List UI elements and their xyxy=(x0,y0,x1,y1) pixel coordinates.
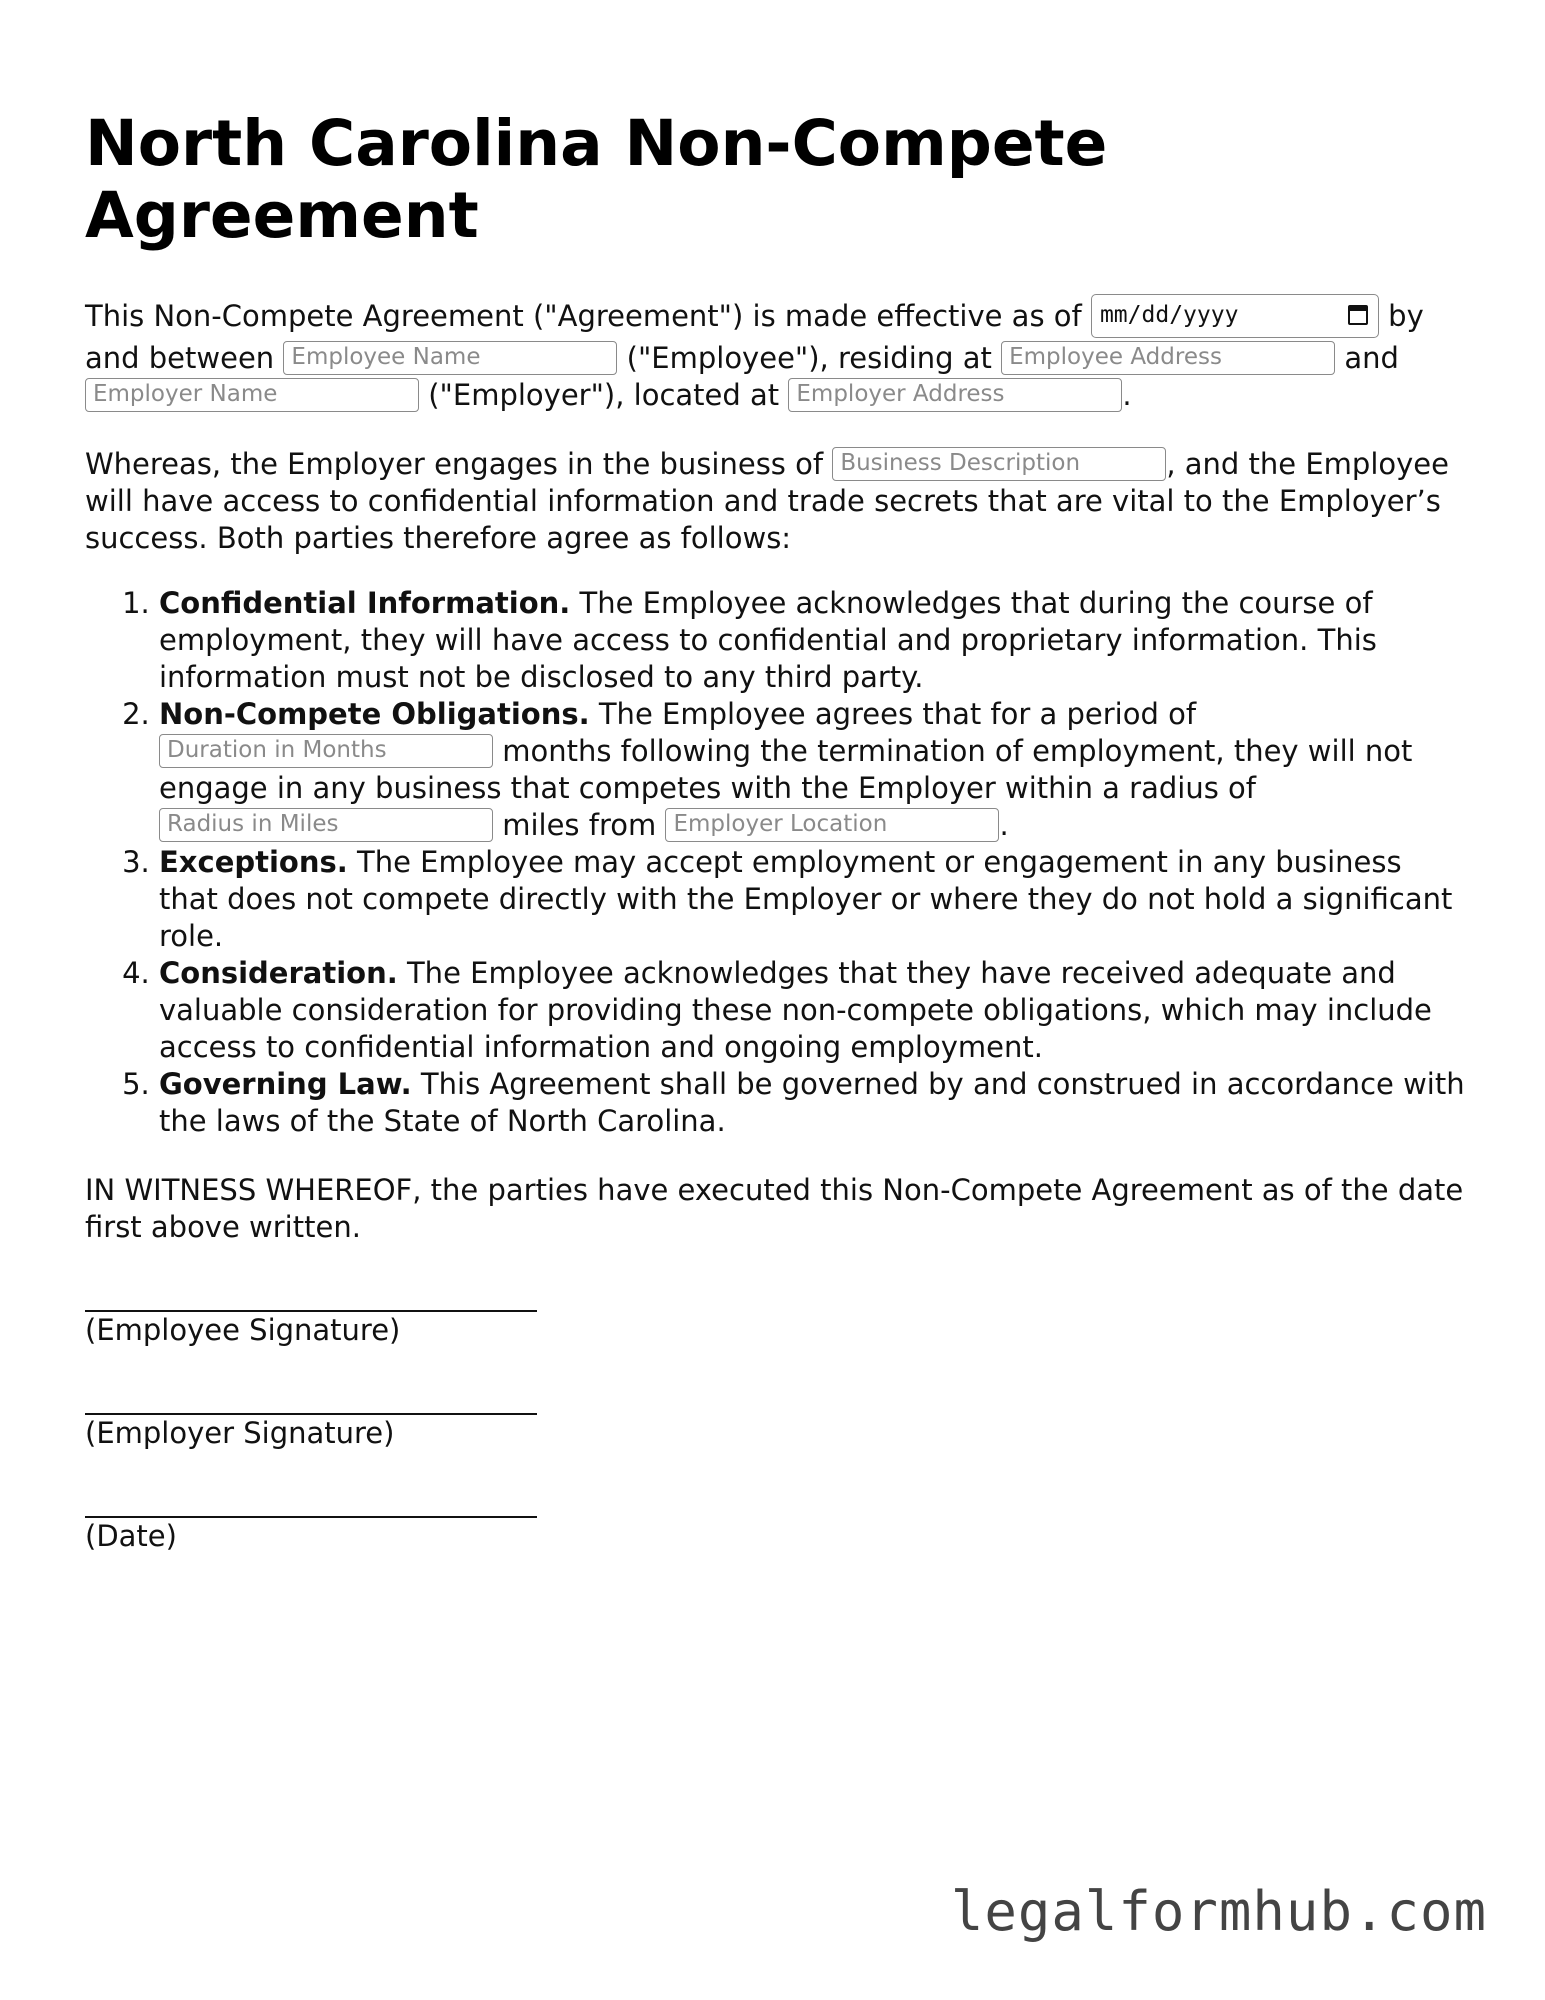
document-page xyxy=(85,108,1465,1593)
clause-text: The Employee acknowledges that during the course of employment, they will have access to confidential and proprietary information. This information must not be disclosed to any third party. xyxy=(159,586,1377,694)
signature-line xyxy=(85,1490,537,1518)
employer-signature-block xyxy=(85,1387,1465,1452)
employer-location-input[interactable]: Employer Location xyxy=(665,808,999,842)
clause-heading: Non-Compete Obligations. xyxy=(159,697,590,731)
page-title: North Carolina Non-Compete Agreement xyxy=(85,107,1108,252)
employee-signature-block xyxy=(85,1284,1465,1349)
employee-address-input[interactable]: Employee Address xyxy=(1001,341,1335,375)
date-placeholder: mm/dd/yyyy xyxy=(1099,302,1239,328)
clause-governing-law xyxy=(159,1066,1465,1140)
intro-text: and xyxy=(1344,341,1399,375)
intro-text: ("Employee"), residing at xyxy=(626,341,992,375)
clause-text: This Agreement shall be governed by and construed in accordance with the laws of the State of North Carolina. xyxy=(159,1067,1465,1138)
intro-text: . xyxy=(1122,378,1132,412)
clause-heading: Exceptions. xyxy=(159,845,348,879)
witness-paragraph: IN WITNESS WHEREOF, the parties have executed this Non-Compete Agreement as of the date first above written. xyxy=(85,1173,1464,1244)
clause-confidential-information xyxy=(159,585,1465,696)
signature-label: (Employee Signature) xyxy=(85,1313,401,1347)
intro-text: This Non-Compete Agreement ("Agreement") is made effective as of xyxy=(85,299,1082,333)
signature-line xyxy=(85,1284,537,1312)
intro-paragraph xyxy=(85,296,1465,414)
employee-name-input[interactable]: Employee Name xyxy=(283,341,617,375)
clause-consideration xyxy=(159,955,1465,1066)
clause-text: The Employee acknowledges that they have received adequate and valuable consideration for providing these non-compete obligations, which may include access to confidential information and ongoing employment. xyxy=(159,956,1432,1064)
date-signature-block xyxy=(85,1490,1465,1555)
clause-text: The Employee may accept employment or engagement in any business that does not compete directly with the Employer or where they do not hold a significant role. xyxy=(159,845,1453,953)
radius-miles-input[interactable]: Radius in Miles xyxy=(159,808,493,842)
signature-label: (Employer Signature) xyxy=(85,1416,395,1450)
clause-text: months following the termination of employment, they will not engage in any business that competes with the Employer within a radius of xyxy=(159,734,1413,805)
clause-text: The Employee agrees that for a period of xyxy=(598,697,1197,731)
whereas-text: , and the Employee will have access to confidential information and trade secrets that are vital to the Employer’s success. Both parties therefore agree as follows: xyxy=(85,447,1449,555)
intro-text: by and between xyxy=(85,299,1424,375)
clause-exceptions xyxy=(159,844,1465,955)
clause-text: miles from xyxy=(502,808,657,842)
calendar-icon[interactable] xyxy=(1348,305,1368,325)
signature-line xyxy=(85,1387,537,1415)
duration-months-input[interactable]: Duration in Months xyxy=(159,734,493,768)
employer-address-input[interactable]: Employer Address xyxy=(788,378,1122,412)
clause-heading: Confidential Information. xyxy=(159,586,571,620)
clause-text: . xyxy=(999,808,1009,842)
effective-date-input[interactable] xyxy=(1091,294,1379,338)
employer-name-input[interactable]: Employer Name xyxy=(85,378,419,412)
clause-heading: Consideration. xyxy=(159,956,398,990)
clause-heading: Governing Law. xyxy=(159,1067,412,1101)
business-description-input[interactable]: Business Description xyxy=(832,447,1166,481)
intro-text: ("Employer"), located at xyxy=(428,378,780,412)
clause-non-compete-obligations xyxy=(159,696,1465,844)
signature-label: (Date) xyxy=(85,1519,177,1553)
whereas-paragraph xyxy=(85,446,1465,557)
whereas-text: Whereas, the Employer engages in the business of xyxy=(85,447,824,481)
watermark: legalformhub.com xyxy=(950,1880,1487,1943)
clause-list xyxy=(85,585,1465,1140)
